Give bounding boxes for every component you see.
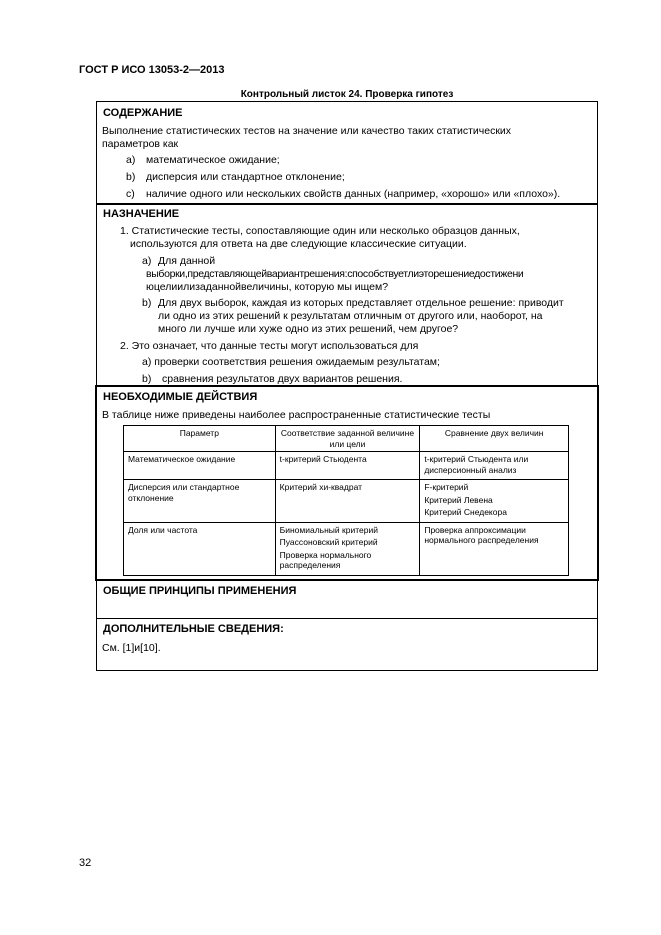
- section-more-info: [96, 618, 598, 671]
- table-cell: [124, 480, 276, 523]
- cell-text: Доля или частота: [128, 524, 198, 535]
- table-cell: [275, 522, 420, 575]
- text-line: юцелиилизаданнойвеличины, которую мы ищем?: [146, 281, 389, 293]
- table-header-row: [124, 426, 569, 452]
- section-purpose: [96, 203, 598, 385]
- divider: [97, 204, 597, 205]
- table-cell: [275, 480, 420, 523]
- cell-text: Критерий Левена: [424, 494, 493, 505]
- table-row: [124, 480, 569, 523]
- list-marker: с): [126, 188, 135, 200]
- reference-text: См. [1]и[10].: [102, 642, 161, 654]
- cell-text: Критерий Снедекора: [424, 507, 507, 517]
- cell-text: F-критерий: [424, 482, 469, 492]
- cell-text: Дисперсия или стандартное отклонение: [128, 482, 240, 503]
- table-cell: [275, 452, 420, 480]
- text-line: 2. Это означает, что данные тесты могут использоваться для: [120, 340, 419, 352]
- list-marker: b): [126, 171, 136, 183]
- section-actions: [95, 385, 599, 581]
- list-item: дисперсия или стандартное отклонение;: [146, 171, 345, 183]
- cell-text: t-критерий Стьюдента: [279, 454, 367, 464]
- cell-text: Математическое ожидание: [128, 454, 236, 464]
- list-marker: а): [142, 255, 152, 267]
- text-line: много ли лучше или хуже одно из этих решений, чем другое?: [158, 323, 459, 335]
- text-line: Для данной: [158, 255, 216, 267]
- text-line: 1. Статистические тесты, сопоставляющие один или несколько образцов данных,: [120, 225, 520, 237]
- section-heading: НЕОБХОДИМЫЕ ДЕЙСТВИЯ: [103, 391, 258, 403]
- table-cell: [124, 452, 276, 480]
- section-principles: [96, 581, 598, 618]
- table-cell: [124, 522, 276, 575]
- text-line: В таблице ниже приведены наиболее распространенные статистические тесты: [102, 409, 491, 421]
- text-line: сравнения результатов двух вариантов решения.: [162, 373, 403, 385]
- checklist-title: Контрольный листок 24. Проверка гипотез: [240, 89, 454, 100]
- text-line: параметров как: [102, 138, 179, 150]
- page-number: 32: [79, 857, 92, 869]
- cell-text: Пуассоновский критерий: [279, 537, 378, 547]
- text-line: Выполнение статистических тестов на значение или качество таких статистических: [102, 125, 512, 137]
- text-line: а) проверки соответствия решения ожидаемым результатам;: [142, 356, 440, 368]
- table-row: [124, 452, 569, 480]
- text-line: выборки,представляющейвариантрешения:способствуетлиэторешениедостижени: [146, 268, 524, 280]
- column-header: Соответствие заданной величине или цели: [275, 426, 420, 452]
- cell-text: Биномиальный критерий: [279, 524, 378, 535]
- text-line: используются для ответа на две следующие классические ситуации.: [130, 238, 467, 250]
- text-line: ли одно из этих решений к результатам отличным от другого или, наоборот, на: [158, 310, 543, 322]
- list-item: наличие одного или нескольких свойств данных (например, «хорошо» или «плохо»).: [146, 188, 561, 200]
- list-marker: b): [142, 297, 152, 309]
- section-heading: НАЗНАЧЕНИЕ: [103, 208, 180, 220]
- list-marker: b): [142, 373, 152, 385]
- cell-text: t-критерий Стьюдента или дисперсионный анализ: [424, 454, 529, 475]
- cell-text: Проверка нормального распределения: [279, 549, 372, 570]
- section-content: [96, 101, 598, 203]
- column-header: Сравнение двух величин: [420, 426, 569, 452]
- statistical-tests-table: [123, 425, 569, 576]
- text-line: Для двух выборок, каждая из которых представляет отдельное решение: приводит: [158, 297, 564, 309]
- document-header: ГОСТ Р ИСО 13053-2—2013: [79, 64, 225, 76]
- table-cell: [420, 522, 569, 575]
- table-cell: [420, 452, 569, 480]
- list-marker: а): [126, 154, 136, 166]
- table-row: [124, 522, 569, 575]
- list-item: математическое ожидание;: [146, 154, 280, 166]
- section-heading: СОДЕРЖАНИЕ: [103, 107, 183, 119]
- cell-text: Проверка аппроксимации нормального распределения: [424, 524, 539, 545]
- section-heading: ДОПОЛНИТЕЛЬНЫЕ СВЕДЕНИЯ:: [103, 623, 284, 635]
- table-cell: [420, 480, 569, 523]
- column-header: Параметр: [124, 426, 276, 452]
- section-heading: ОБЩИЕ ПРИНЦИПЫ ПРИМЕНЕНИЯ: [103, 585, 297, 597]
- cell-text: Критерий хи-квадрат: [279, 482, 363, 492]
